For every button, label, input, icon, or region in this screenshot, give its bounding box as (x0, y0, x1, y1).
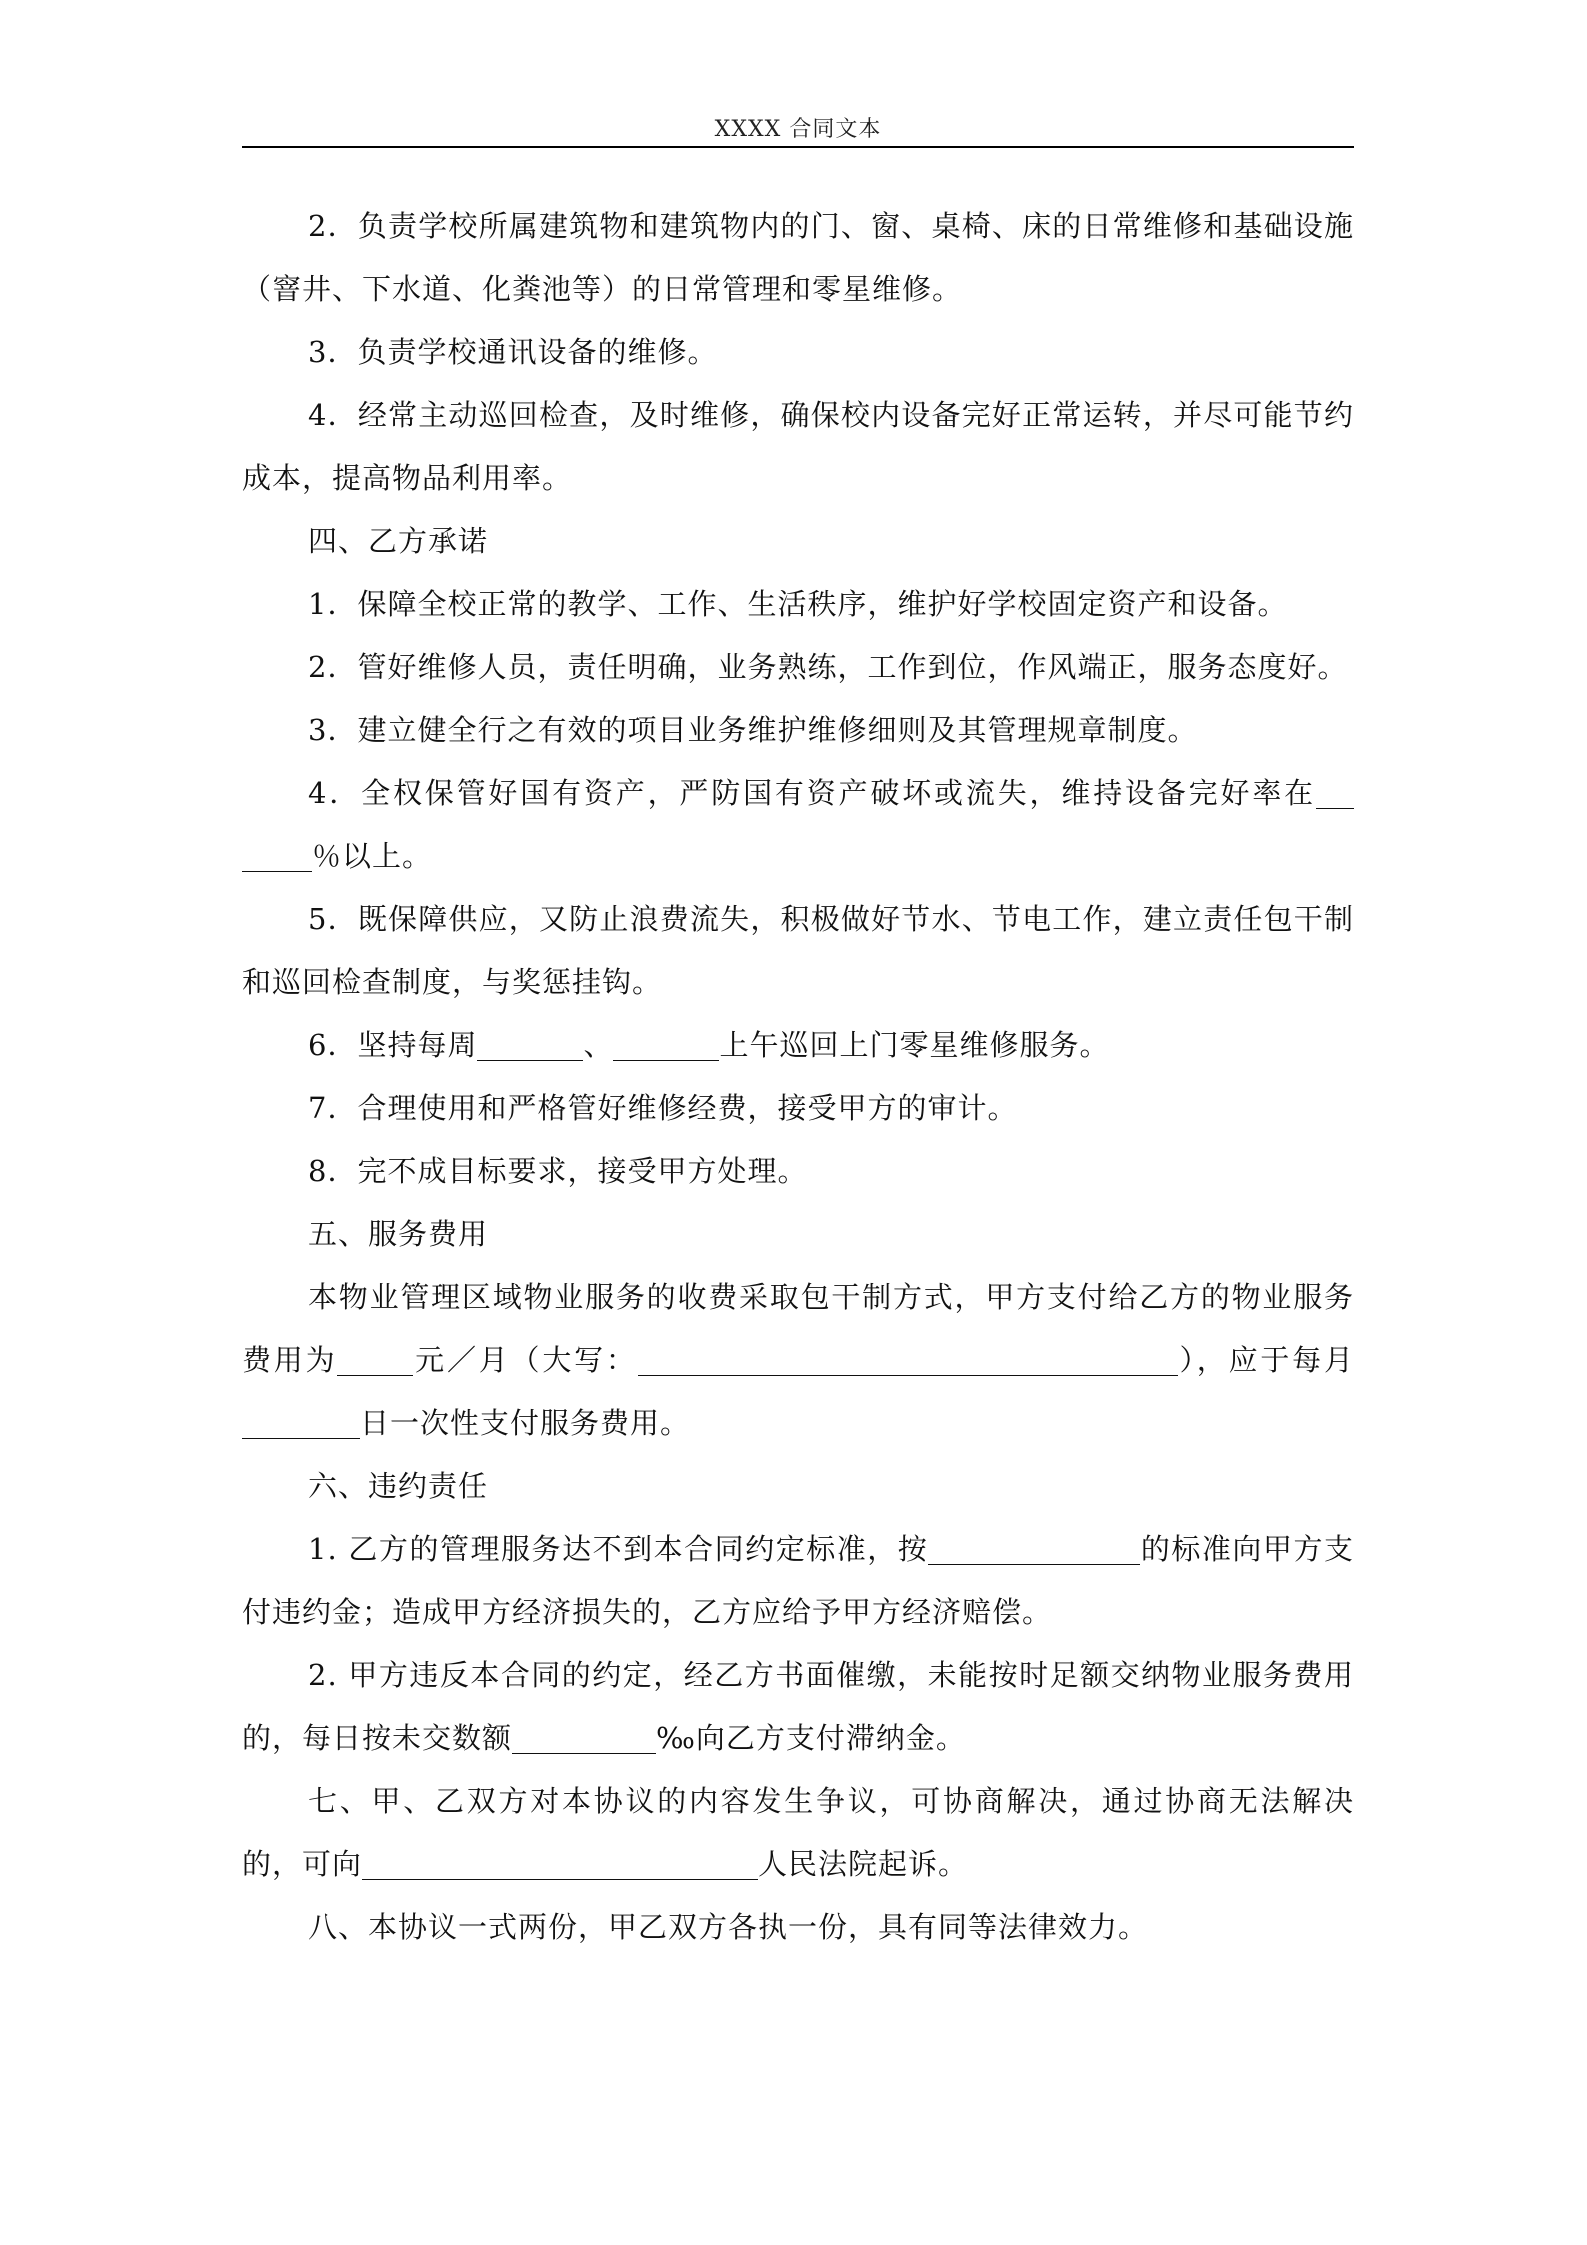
penalty-standard-blank (928, 1530, 1140, 1565)
rate-blank-a (1316, 774, 1354, 809)
section-7-text: 七、甲、乙双方对本协议的内容发生争议，可协商解决，通过协商无法解决的，可向 (242, 1784, 1354, 1881)
clause-6-1-text: 1. 乙方的管理服务达不到本合同约定标准，按 (308, 1532, 929, 1566)
clause-6-2-text: 2. 甲方违反本合同的约定，经乙方书面催缴，未能按时足额交纳物业服务费用的，每日按未交数额 (242, 1658, 1354, 1755)
late-fee-blank (512, 1719, 656, 1754)
header-divider (242, 146, 1354, 148)
clause-4-4-suffix: ％以上。 (312, 839, 433, 873)
section-4-heading: 四、乙方承诺 (308, 524, 489, 558)
clause-3-2: 2．负责学校所属建筑物和建筑物内的门、窗、桌椅、床的日常维修和基础设施（窨井、下水道、化粪池等）的日常管理和零星维修。 (242, 209, 1354, 306)
clause-4-6-sep: 、 (583, 1028, 614, 1062)
clause-6-1 (242, 1518, 1354, 1644)
fee-clause-due: ），应于每月 (1177, 1343, 1354, 1377)
clause-4-4-text: 4．全权保管好国有资产，严防国有资产破坏或流失，维持设备完好率在 (308, 776, 1316, 810)
fee-uppercase-blank (638, 1341, 1178, 1376)
fee-clause-text: 本物业管理区域物业服务的收费采取包干制方式，甲方支付给乙方的物业服务费用为 (242, 1280, 1354, 1377)
clause-4-4 (242, 762, 1354, 888)
section-7-dispute (242, 1770, 1354, 1896)
clause-6-1-suffix: 的标准向甲方支付违约金；造成甲方经济损失的，乙方应给予甲方经济赔偿。 (242, 1532, 1354, 1629)
fee-clause-suffix: 日一次性支付服务费用。 (360, 1406, 691, 1440)
clause-4-7: 7．合理使用和严格管好维修经费，接受甲方的审计。 (308, 1091, 1018, 1125)
court-name-blank (362, 1845, 758, 1880)
fee-day-blank (242, 1404, 360, 1439)
section-7-suffix: 人民法院起诉。 (758, 1847, 969, 1881)
section-8-copies: 八、本协议一式两份，甲乙双方各执一份，具有同等法律效力。 (308, 1910, 1149, 1944)
clause-4-6-text: 6．坚持每周 (308, 1028, 478, 1062)
clause-4-6 (242, 1014, 1354, 1077)
clause-3-3: 3．负责学校通讯设备的维修。 (308, 335, 718, 369)
contract-body (242, 195, 1354, 1959)
clause-6-2-suffix: ‰向乙方支付滞纳金。 (656, 1721, 966, 1755)
section-6-heading: 六、违约责任 (308, 1469, 489, 1503)
clause-6-2 (242, 1644, 1354, 1770)
page-header-title: XXXX 合同文本 (714, 117, 882, 142)
clause-4-8: 8．完不成目标要求，接受甲方处理。 (308, 1154, 808, 1188)
clause-4-2: 2．管好维修人员，责任明确，业务熟练，工作到位，作风端正，服务态度好。 (308, 650, 1348, 684)
clause-4-1: 1．保障全校正常的教学、工作、生活秩序，维护好学校固定资产和设备。 (308, 587, 1288, 621)
weekday-blank-2 (613, 1026, 719, 1061)
clause-4-3: 3．建立健全行之有效的项目业务维护维修细则及其管理规章制度。 (308, 713, 1198, 747)
fee-clause (242, 1266, 1354, 1455)
clause-4-6-suffix: 上午巡回上门零星维修服务。 (719, 1028, 1110, 1062)
clause-3-4: 4．经常主动巡回检查，及时维修，确保校内设备完好正常运转，并尽可能节约成本，提高物品利用率。 (242, 398, 1354, 495)
section-5-heading: 五、服务费用 (308, 1217, 489, 1251)
weekday-blank-1 (477, 1026, 583, 1061)
rate-blank-b (242, 837, 312, 872)
clause-4-5: 5．既保障供应，又防止浪费流失，积极做好节水、节电工作，建立责任包干制和巡回检查制度，与奖惩挂钩。 (242, 902, 1354, 999)
fee-clause-unit: 元／月（大写： (413, 1343, 638, 1377)
fee-amount-blank (337, 1341, 413, 1376)
